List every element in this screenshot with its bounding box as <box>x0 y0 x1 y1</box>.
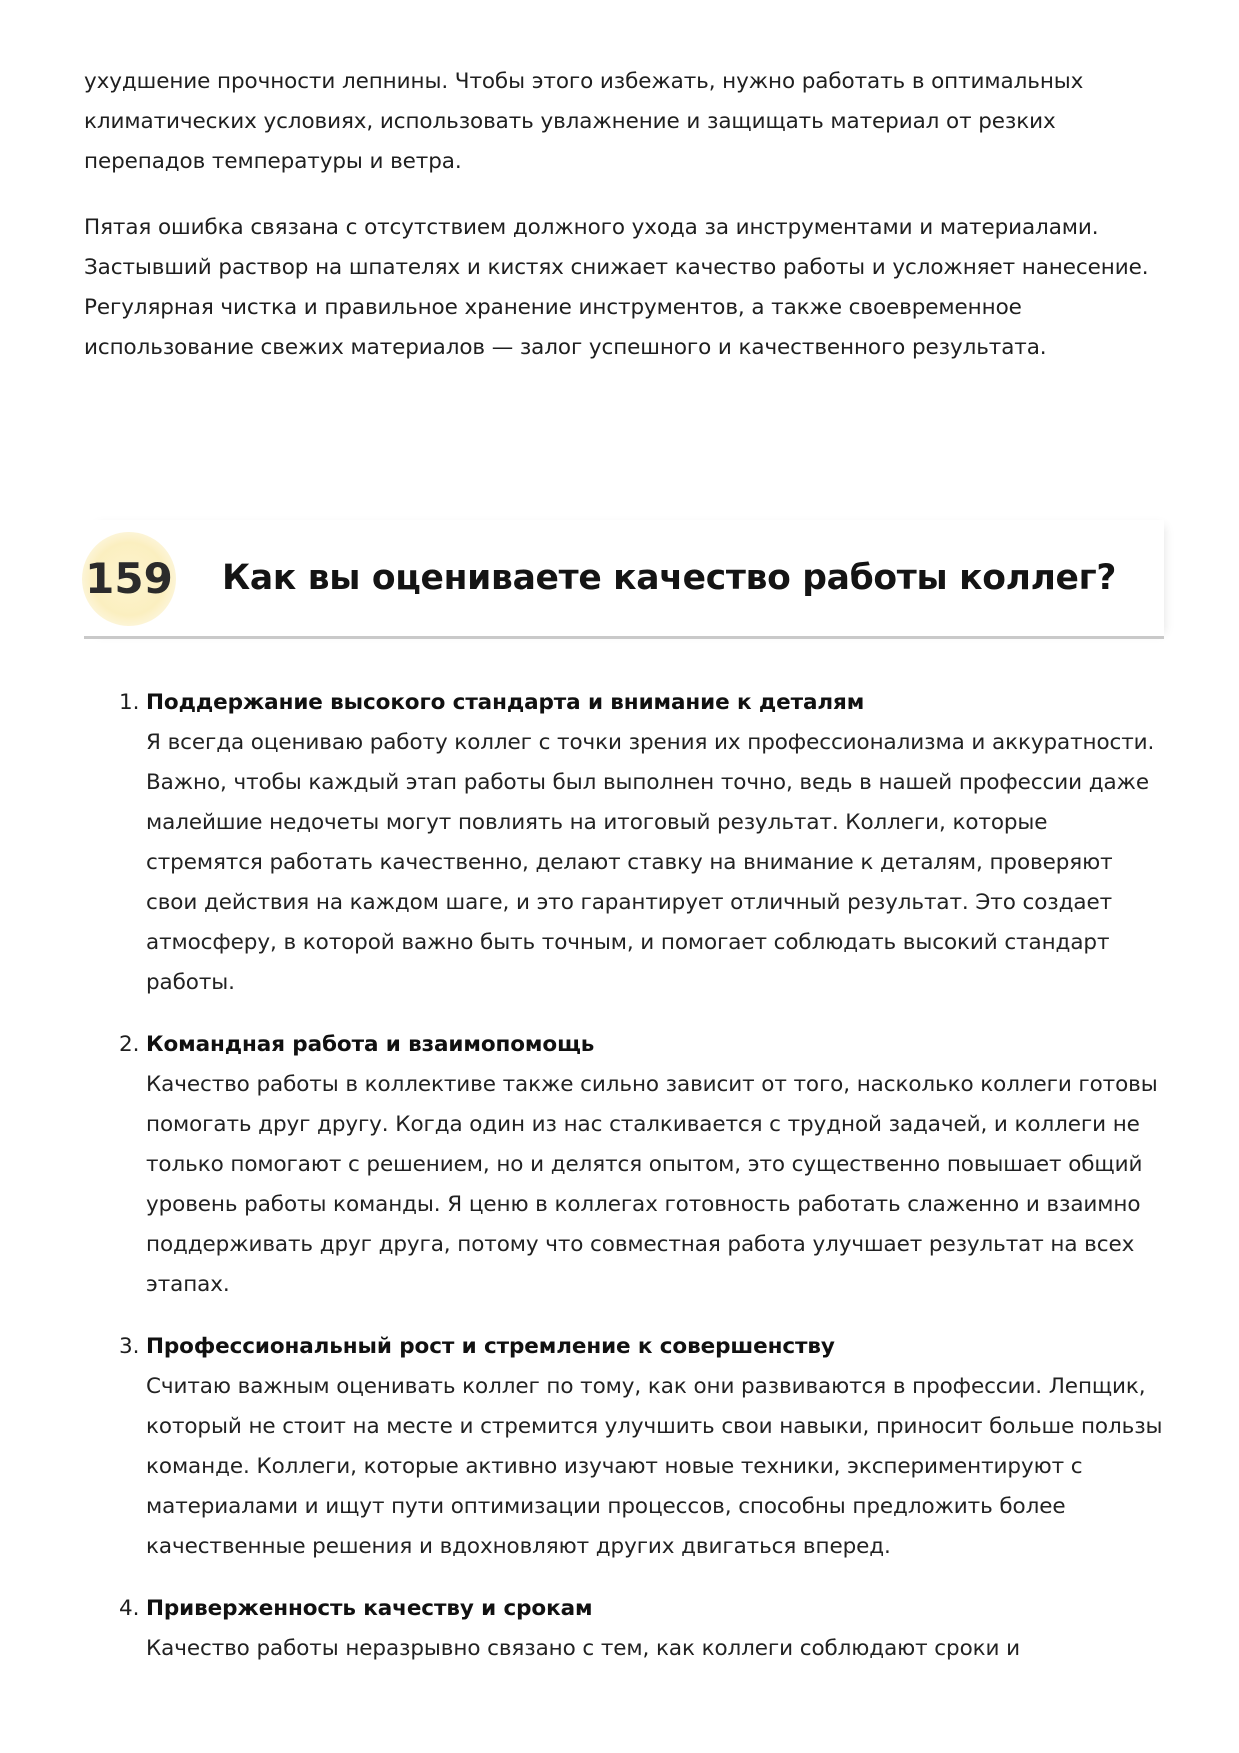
answer-number: 4. <box>119 1596 140 1621</box>
answer-text: Качество работы в коллективе также сильно зависит от того, насколько коллеги готовы помогать друг другу. Когда один из нас сталкивается с трудной задачей, и коллеги не только помогают с решением, но и делятся опытом, это существенно повышает общий уровень работы команды. Я ценю в коллегах готовность работать слаженно и взаимно поддерживать друг друга, потому что совместная работа улучшает результат на всех этапах. <box>146 1072 1158 1297</box>
answer-heading: Поддержание высокого стандарта и внимание к деталям <box>146 690 865 715</box>
question-title: Как вы оцениваете качество работы коллег? <box>222 558 1117 598</box>
answer-text: Считаю важным оценивать коллег по тому, как они развиваются в профессии. Лепщик, который не стоит на месте и стремится улучшить свои навыки, приносит больше пользы команде. Коллеги, которые активно изучают новые техники, экспериментируют с материалами и ищут пути оптимизации процессов, способны предложить более качественные решения и вдохновляют других двигаться вперед. <box>146 1374 1163 1559</box>
intro-paragraph: ухудшение прочности лепнины. Чтобы этого избежать, нужно работать в оптимальных климатических условиях, использовать увлажнение и защищать материал от резких перепадов температуры и ветра. <box>84 69 1084 174</box>
answer-number: 1. <box>119 690 140 715</box>
answer-item <box>84 1025 1164 1305</box>
question-header <box>84 520 1164 639</box>
answer-item <box>84 1327 1164 1567</box>
answer-item <box>84 1589 1164 1669</box>
answer-text: Я всегда оцениваю работу коллег с точки зрения их профессионализма и аккуратности. Важно, чтобы каждый этап работы был выполнен точно, ведь в нашей профессии даже малейшие недочеты могут повлиять на итоговый результат. Коллеги, которые стремятся работать качественно, делают ставку на внимание к деталям, проверяют свои действия на каждом шаге, и это гарантирует отличный результат. Это создает атмосферу, в которой важно быть точным, и помогает соблюдать высокий стандарт работы. <box>146 730 1155 995</box>
section-spacer <box>84 394 1164 520</box>
answer-text: Качество работы неразрывно связано с тем, как коллеги соблюдают сроки и <box>146 1636 1020 1661</box>
answer-heading: Командная работа и взаимопомощь <box>146 1032 595 1057</box>
answer-heading: Профессиональный рост и стремление к совершенству <box>146 1334 835 1359</box>
answer-item <box>84 683 1164 1003</box>
answer-number: 3. <box>119 1334 140 1359</box>
answer-heading: Приверженность качеству и срокам <box>146 1596 593 1621</box>
intro-paragraph: Пятая ошибка связана с отсутствием должного ухода за инструментами и материалами. Застывший раствор на шпателях и кистях снижает качество работы и усложняет нанесение. Регулярная чистка и правильное хранение инструментов, а также своевременное использование свежих материалов — залог успешного и качественного результата. <box>84 215 1149 360</box>
answer-number: 2. <box>119 1032 140 1057</box>
question-number-badge: 159 <box>82 532 176 626</box>
document-page <box>84 62 1164 1691</box>
answer-list <box>84 683 1164 1669</box>
